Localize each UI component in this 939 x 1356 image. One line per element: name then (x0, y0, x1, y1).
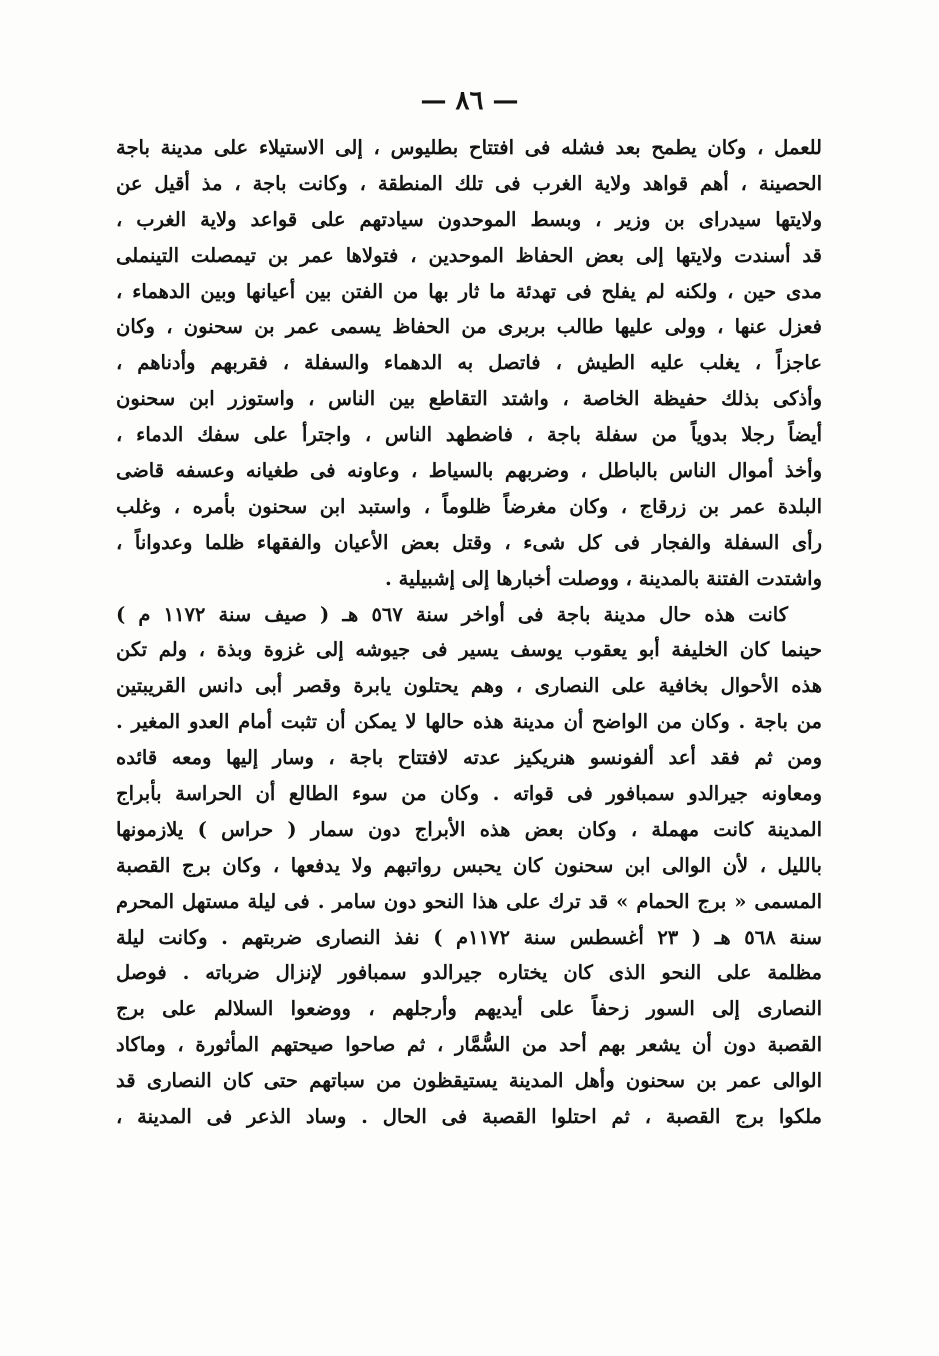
text-line: للعمل ، وكان يطمح بعد فشله فى افتتاح بطليوس ، إلى الاستيلاء على مدينة باجة (116, 136, 822, 159)
text-line: الوالى عمر بن سحنون وأهل المدينة يستيقظون من سباتهم حتى كان النصارى قد (116, 1069, 822, 1093)
text-line: ملكوا برج القصبة ، ثم احتلوا القصبة فى الحال . وساد الذعر فى المدينة ، (116, 1105, 822, 1129)
text-line: ولايتها سيدراى بن وزير ، وبسط الموحدون سيادتهم على قواعد ولاية الغرب ، (116, 207, 822, 231)
text-line: سنة ٥٦٨ هـ ( ٢٣ أغسطس سنة ١١٧٢م ) نفذ النصارى ضربتهم . وكانت ليلة (116, 925, 822, 949)
text-line: هذه الأحوال بخافية على النصارى ، وهم يحتلون يابرة وقصر أبى دانس القريبتين (116, 674, 822, 698)
text-line: ومن ثم فقد أعد ألفونسو هنريكيز عدته لافتتاح باجة ، وسار إليها ومعه قائده (116, 746, 822, 770)
text-line: الحصينة ، أهم قواهد ولاية الغرب فى تلك المنطقة ، وكانت باجة ، مذ أقيل عن (116, 171, 822, 195)
text-line: رأى السفلة والفجار فى كل شىء ، وقتل بعض الأعيان والفقهاء ظلما وعدواناً ، (116, 530, 822, 554)
text-line: المدينة كانت مهملة ، وكان بعض هذه الأبراج دون سمار ( حراس ) يلازمونها (116, 817, 822, 841)
text-line: قد أسندت ولايتها إلى بعض الحفاظ الموحدين ، فتولاها عمر بن تيمصلت التينملى (116, 243, 822, 267)
text-line: بالليل ، لأن الوالى ابن سحنون كان يحبس رواتبهم ولا يدفعها ، وكان برج القصبة (116, 853, 822, 877)
text-line: من باجة . وكان من الواضح أن مدينة هذه حالها لا يمكن أن تثبت أمام العدو المغير . (116, 710, 822, 734)
text-line: مدى حين ، ولكنه لم يفلح فى تهدئة ما ثار بها من الفتن بين أعيانها وبين الدهماء ، (116, 279, 822, 303)
paragraph-start-line: كانت هذه حال مدينة باجة فى أواخر سنة ٥٦٧ هـ ( صيف سنة ١١٧٢ م ) (116, 602, 788, 626)
text-line: البلدة عمر بن زرقاج ، وكان مغرضاً ظلوماً ، واستبد ابن سحنون بأمره ، وغلب (116, 494, 822, 518)
text-line: وأخذ أموال الناس بالباطل ، وضربهم بالسياط ، وعاونه فى طغيانه وعسفه قاضى (116, 459, 822, 483)
text-line: فعزل عنها ، وولى عليها طالب بربرى من الحفاظ يسمى عمر بن سحنون ، وكان (116, 315, 822, 339)
text-line: النصارى إلى السور زحفاً على أيديهم وأرجلهم ، ووضعوا السلالم على برج (116, 997, 822, 1021)
text-line: وأذكى بذلك حفيظة الخاصة ، واشتد التقاطع بين الناس ، واستوزر ابن سحنون (116, 387, 822, 411)
page-number: — ٨٦ — (420, 86, 519, 116)
text-line: عاجزاً ، يغلب عليه الطيش ، فاتصل به الدهماء والسفلة ، فقربهم وأدناهم ، (116, 351, 822, 375)
body-text (116, 130, 822, 1135)
text-line: أيضاً رجلا بدوياً من سفلة باجة ، فاضطهد الناس ، واجترأ على سفك الدماء ، (116, 423, 822, 447)
text-line: المسمى « برج الحمام » قد ترك على هذا النحو دون سامر . فى ليلة مستهل المحرم (116, 889, 822, 913)
text-line: ومعاونه جيرالدو سمبافور فى قواته . وكان من سوء الطالع أن الحراسة بأبراج (116, 782, 822, 806)
text-line: القصبة دون أن يشعر بهم أحد من السُّمَّار ، ثم صاحوا صيحتهم المأثورة ، وماكاد (116, 1033, 822, 1057)
text-line: مظلمة على النحو الذى كان يختاره جيرالدو سمبافور لإنزال ضرباته . فوصل (116, 961, 822, 985)
text-line: حينما كان الخليفة أبو يعقوب يوسف يسير فى جيوشه إلى غزوة وبذة ، ولم تكن (116, 638, 822, 662)
paragraph-end-line: واشتدت الفتنة بالمدينة ، ووصلت أخبارها إلى إشبيلية . (385, 566, 822, 590)
